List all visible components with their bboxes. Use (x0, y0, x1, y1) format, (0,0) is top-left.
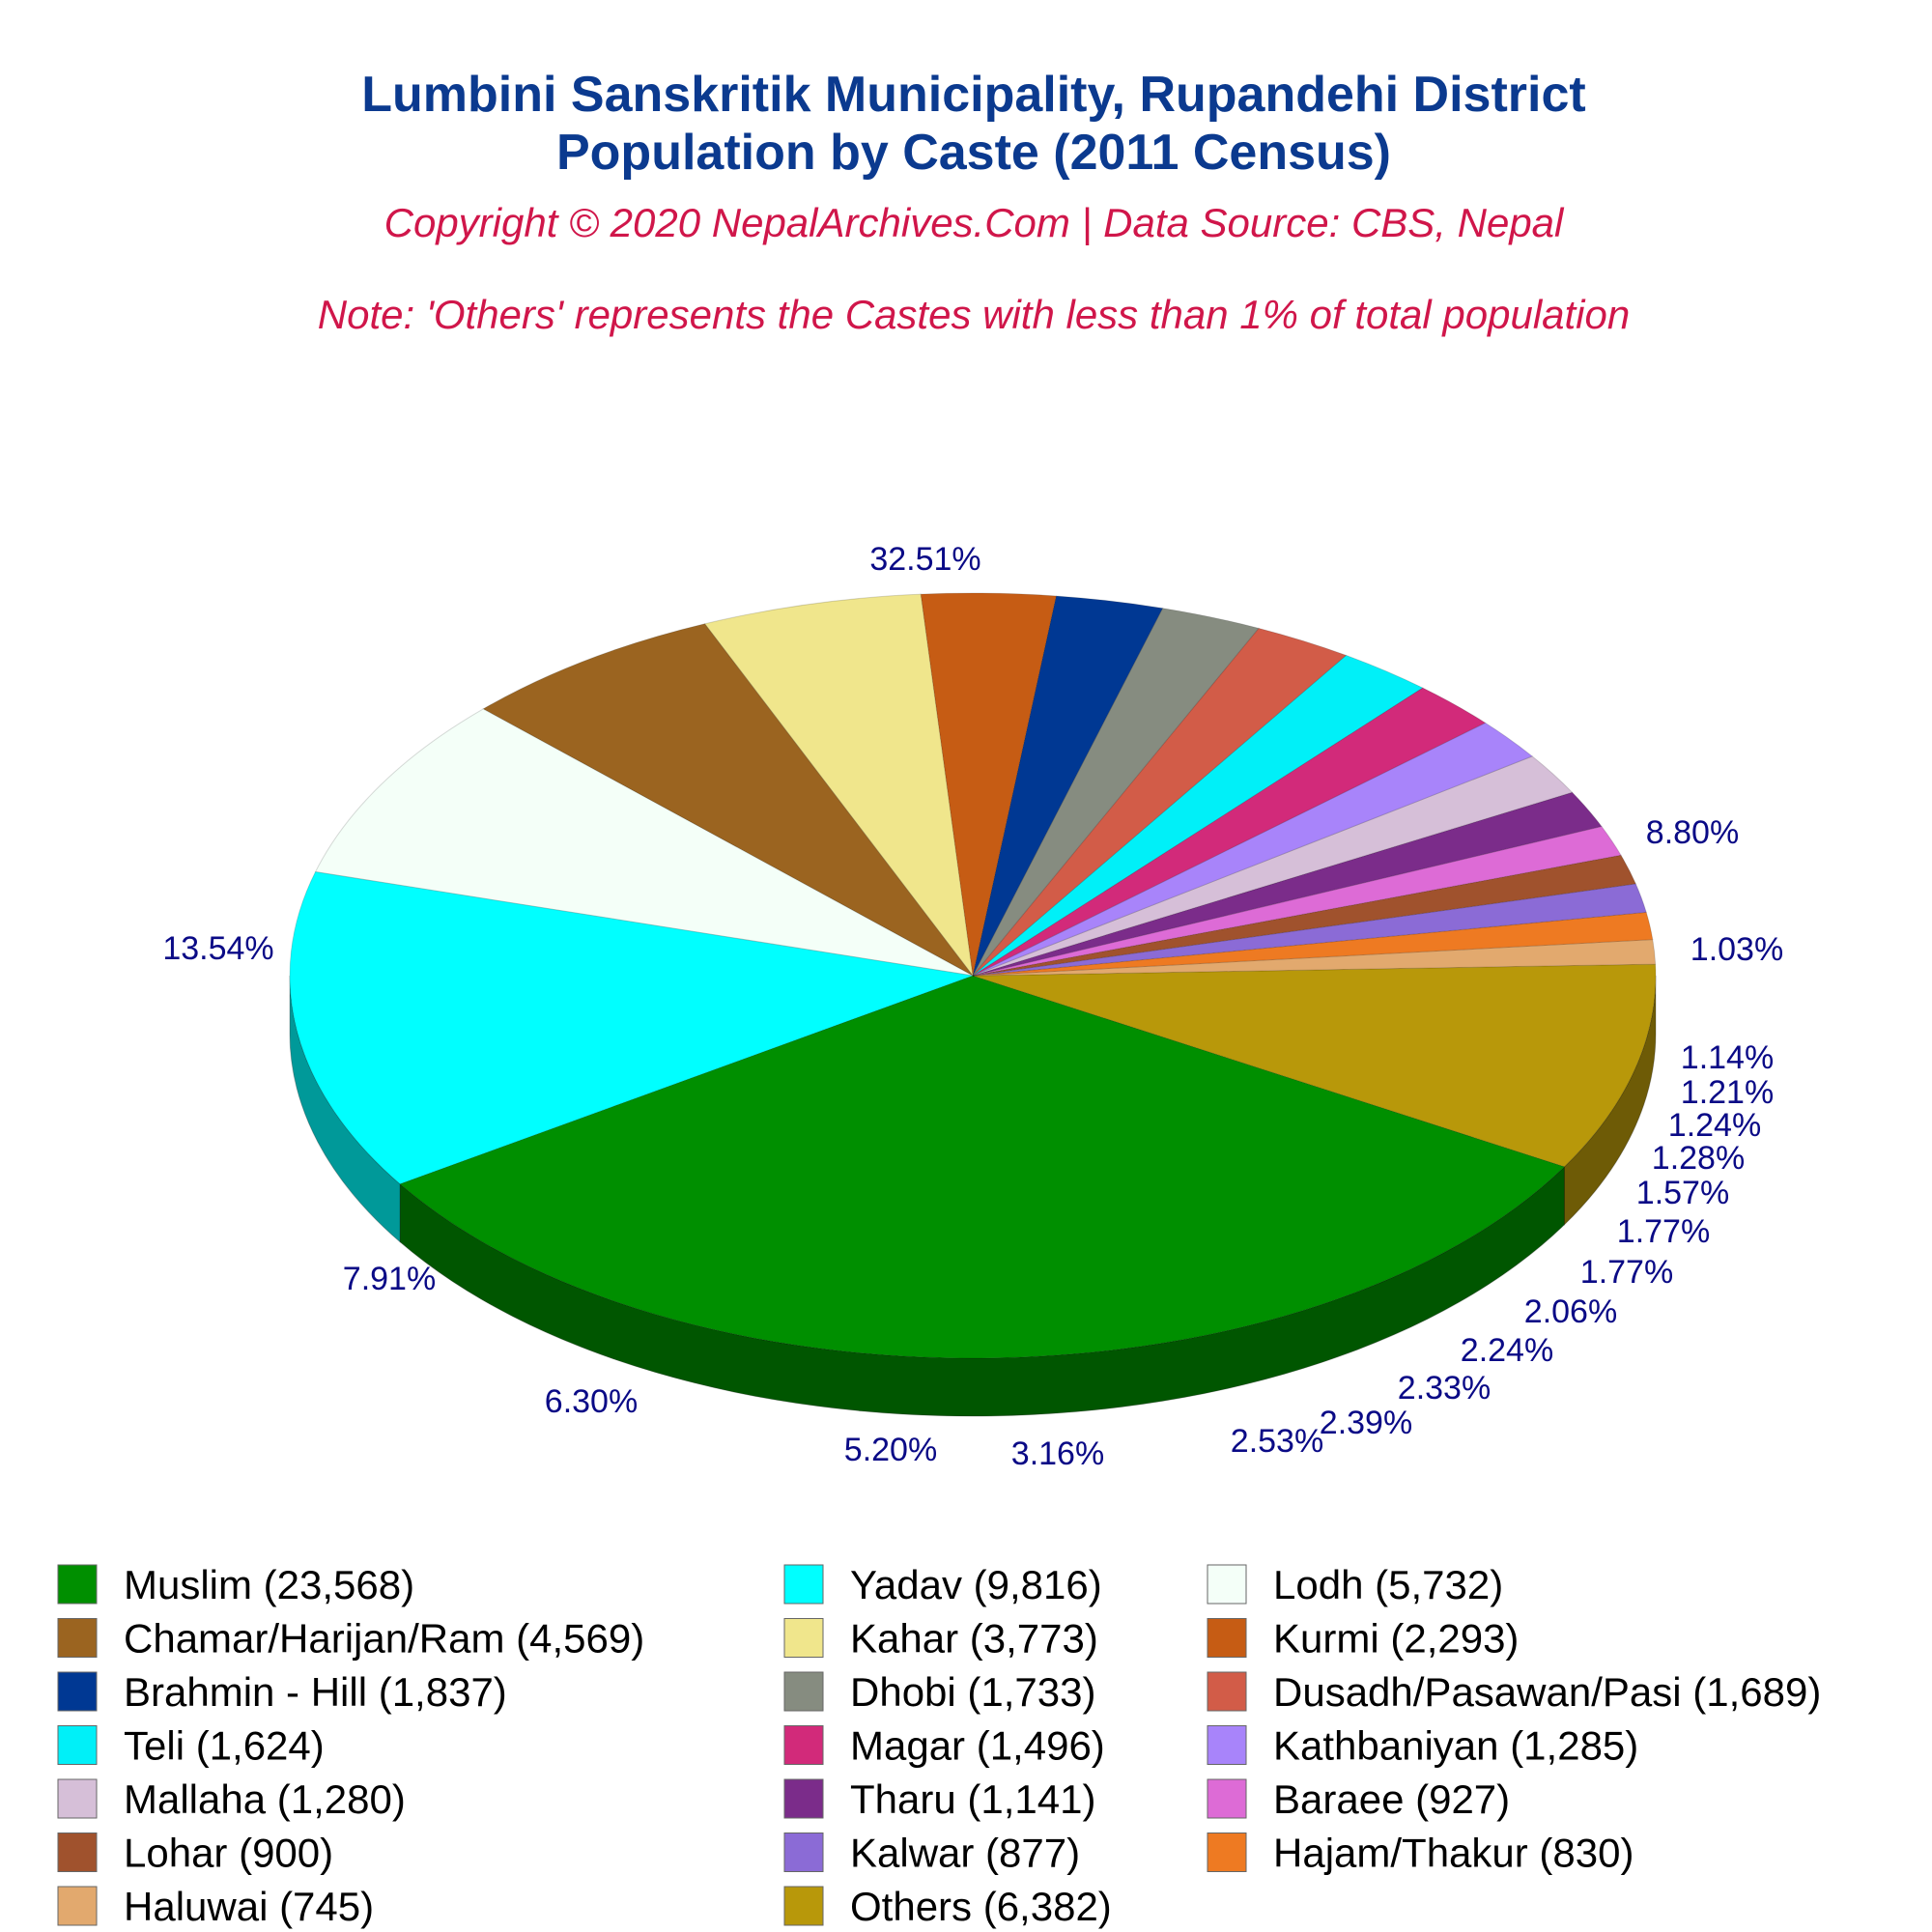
pct-label-18: 7.91% (342, 1261, 437, 1297)
legend-swatch-9 (58, 1726, 97, 1765)
legend-swatch-16 (784, 1833, 823, 1872)
legend-label-2: Lodh (5,732) (1273, 1562, 1504, 1607)
pct-label-13: 2.39% (1319, 1405, 1413, 1441)
legend-swatch-18 (58, 1887, 97, 1925)
chart-title: Lumbini Sanskritik Municipality, Rupandehi District (361, 67, 1586, 123)
legend-swatch-1 (784, 1565, 823, 1604)
legend-label-7: Dhobi (1,733) (850, 1669, 1096, 1715)
pct-label-8: 1.77% (1616, 1213, 1711, 1250)
legend (58, 1562, 1821, 1929)
pct-label-7: 1.57% (1635, 1175, 1730, 1211)
legend-label-16: Kalwar (877) (850, 1830, 1081, 1876)
legend-swatch-10 (784, 1726, 823, 1765)
legend-label-18: Haluwai (745) (124, 1884, 375, 1929)
legend-swatch-19 (784, 1887, 823, 1925)
legend-swatch-14 (1208, 1779, 1246, 1818)
legend-label-3: Chamar/Harijan/Ram (4,569) (124, 1615, 645, 1662)
pct-label-12: 2.33% (1397, 1370, 1492, 1406)
note-text: Note: 'Others' represents the Castes with less than 1% of total population (317, 292, 1631, 337)
legend-label-4: Kahar (3,773) (850, 1615, 1098, 1662)
pct-label-3: 1.14% (1680, 1039, 1775, 1076)
copyright-text: Copyright © 2020 NepalArchives.Com | Data Source: CBS, Nepal (384, 200, 1564, 245)
legend-swatch-6 (58, 1672, 97, 1711)
legend-swatch-0 (58, 1565, 97, 1604)
legend-swatch-2 (1208, 1565, 1246, 1604)
legend-swatch-7 (784, 1672, 823, 1711)
legend-label-1: Yadav (9,816) (850, 1562, 1102, 1607)
pct-label-4: 1.21% (1680, 1074, 1775, 1111)
pct-label-1: 8.80% (1645, 814, 1740, 851)
pct-label-17: 6.30% (544, 1383, 639, 1420)
pct-label-0: 32.51% (869, 541, 981, 578)
pct-label-5: 1.24% (1667, 1107, 1762, 1144)
legend-label-9: Teli (1,624) (124, 1722, 325, 1769)
pct-label-10: 2.06% (1523, 1293, 1618, 1330)
legend-label-17: Hajam/Thakur (830) (1273, 1830, 1634, 1876)
legend-swatch-13 (784, 1779, 823, 1818)
pct-label-19: 13.54% (162, 930, 274, 967)
pct-label-6: 1.28% (1651, 1140, 1746, 1177)
pct-label-16: 5.20% (843, 1432, 938, 1468)
pct-label-14: 2.53% (1230, 1423, 1324, 1460)
legend-label-6: Brahmin - Hill (1,837) (124, 1669, 507, 1715)
legend-swatch-12 (58, 1779, 97, 1818)
chart-subtitle: Population by Caste (2011 Census) (555, 125, 1392, 181)
legend-swatch-3 (58, 1619, 97, 1658)
legend-label-14: Baraee (927) (1273, 1776, 1511, 1822)
legend-label-13: Tharu (1,141) (850, 1776, 1096, 1822)
pie-top (290, 593, 1656, 1358)
legend-label-0: Muslim (23,568) (124, 1562, 415, 1607)
legend-label-10: Magar (1,496) (850, 1722, 1105, 1769)
legend-label-19: Others (6,382) (850, 1884, 1112, 1929)
legend-label-12: Mallaha (1,280) (124, 1776, 406, 1822)
pct-label-11: 2.24% (1460, 1332, 1554, 1369)
pct-label-2: 1.03% (1690, 931, 1784, 968)
legend-swatch-8 (1208, 1672, 1246, 1711)
legend-swatch-5 (1208, 1619, 1246, 1658)
legend-swatch-4 (784, 1619, 823, 1658)
legend-label-15: Lohar (900) (124, 1830, 334, 1876)
pct-label-15: 3.16% (1010, 1435, 1105, 1472)
legend-label-11: Kathbaniyan (1,285) (1273, 1722, 1639, 1769)
pct-label-9: 1.77% (1579, 1254, 1674, 1291)
legend-label-5: Kurmi (2,293) (1273, 1615, 1520, 1662)
legend-swatch-11 (1208, 1726, 1246, 1765)
legend-swatch-15 (58, 1833, 97, 1872)
legend-swatch-17 (1208, 1833, 1246, 1872)
legend-label-8: Dusadh/Pasawan/Pasi (1,689) (1273, 1669, 1822, 1715)
